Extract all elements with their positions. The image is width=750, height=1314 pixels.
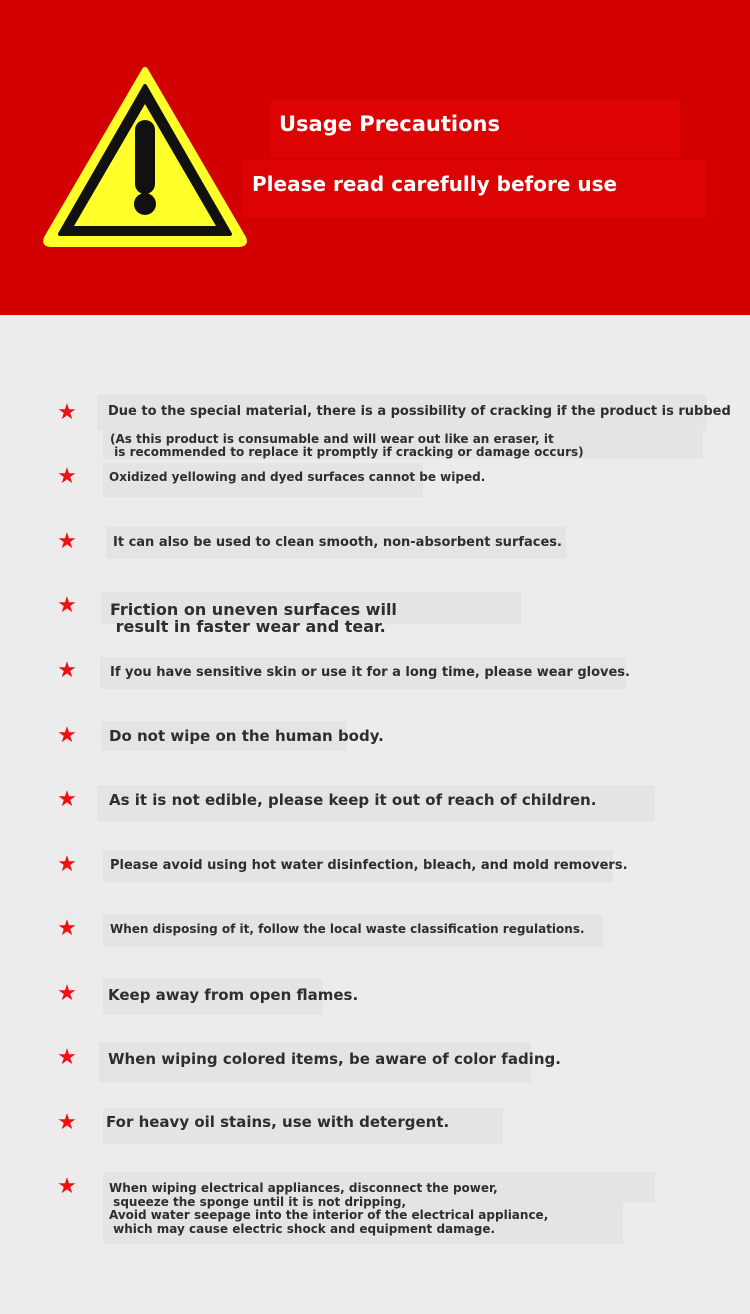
star-icon: ★: [57, 1174, 77, 1199]
page-title: Usage Precautions: [271, 100, 680, 158]
precaution-text: Keep away from open flames.: [108, 986, 359, 1004]
precaution-text: Oxidized yellowing and dyed surfaces cannot be wiped.: [109, 470, 486, 484]
star-icon: ★: [57, 852, 77, 877]
header-banner: [0, 0, 750, 315]
precaution-text: For heavy oil stains, use with detergent.: [106, 1113, 450, 1131]
precaution-text: When wiping electrical appliances, disconnect the power, squeeze the sponge until it is not dripping, Avoid water seepage into the interior of the electrical appliance, which may cause electric shock and equipment damage.: [109, 1182, 549, 1236]
precaution-text: When wiping colored items, be aware of color fading.: [108, 1050, 561, 1068]
precaution-text: If you have sensitive skin or use it for a long time, please wear gloves.: [110, 665, 630, 680]
page-subtitle: Please read carefully before use: [243, 160, 706, 218]
precaution-text: Please avoid using hot water disinfection, bleach, and mold removers.: [110, 858, 628, 873]
precaution-text: Do not wipe on the human body.: [109, 727, 384, 745]
star-icon: ★: [57, 593, 77, 618]
precautions-list: [0, 315, 750, 1314]
star-icon: ★: [57, 723, 77, 748]
warning-triangle-icon: [42, 66, 248, 248]
star-icon: ★: [57, 464, 77, 489]
star-icon: ★: [57, 787, 77, 812]
precaution-text: As it is not edible, please keep it out of reach of children.: [109, 791, 597, 809]
precaution-note: (As this product is consumable and will wear out like an eraser, it is recommended to replace it promptly if cracking or damage occurs): [110, 432, 584, 459]
star-icon: ★: [57, 1045, 77, 1070]
precaution-text: When disposing of it, follow the local waste classification regulations.: [110, 922, 585, 936]
star-icon: ★: [57, 658, 77, 683]
star-icon: ★: [57, 1110, 77, 1135]
star-icon: ★: [57, 916, 77, 941]
precaution-text: Due to the special material, there is a possibility of cracking if the product is rubbed: [108, 404, 731, 419]
star-icon: ★: [57, 529, 77, 554]
star-icon: ★: [57, 400, 77, 425]
star-icon: ★: [57, 981, 77, 1006]
precaution-text: Friction on uneven surfaces will result in faster wear and tear.: [110, 600, 397, 636]
precaution-text: It can also be used to clean smooth, non-absorbent surfaces.: [113, 535, 562, 550]
